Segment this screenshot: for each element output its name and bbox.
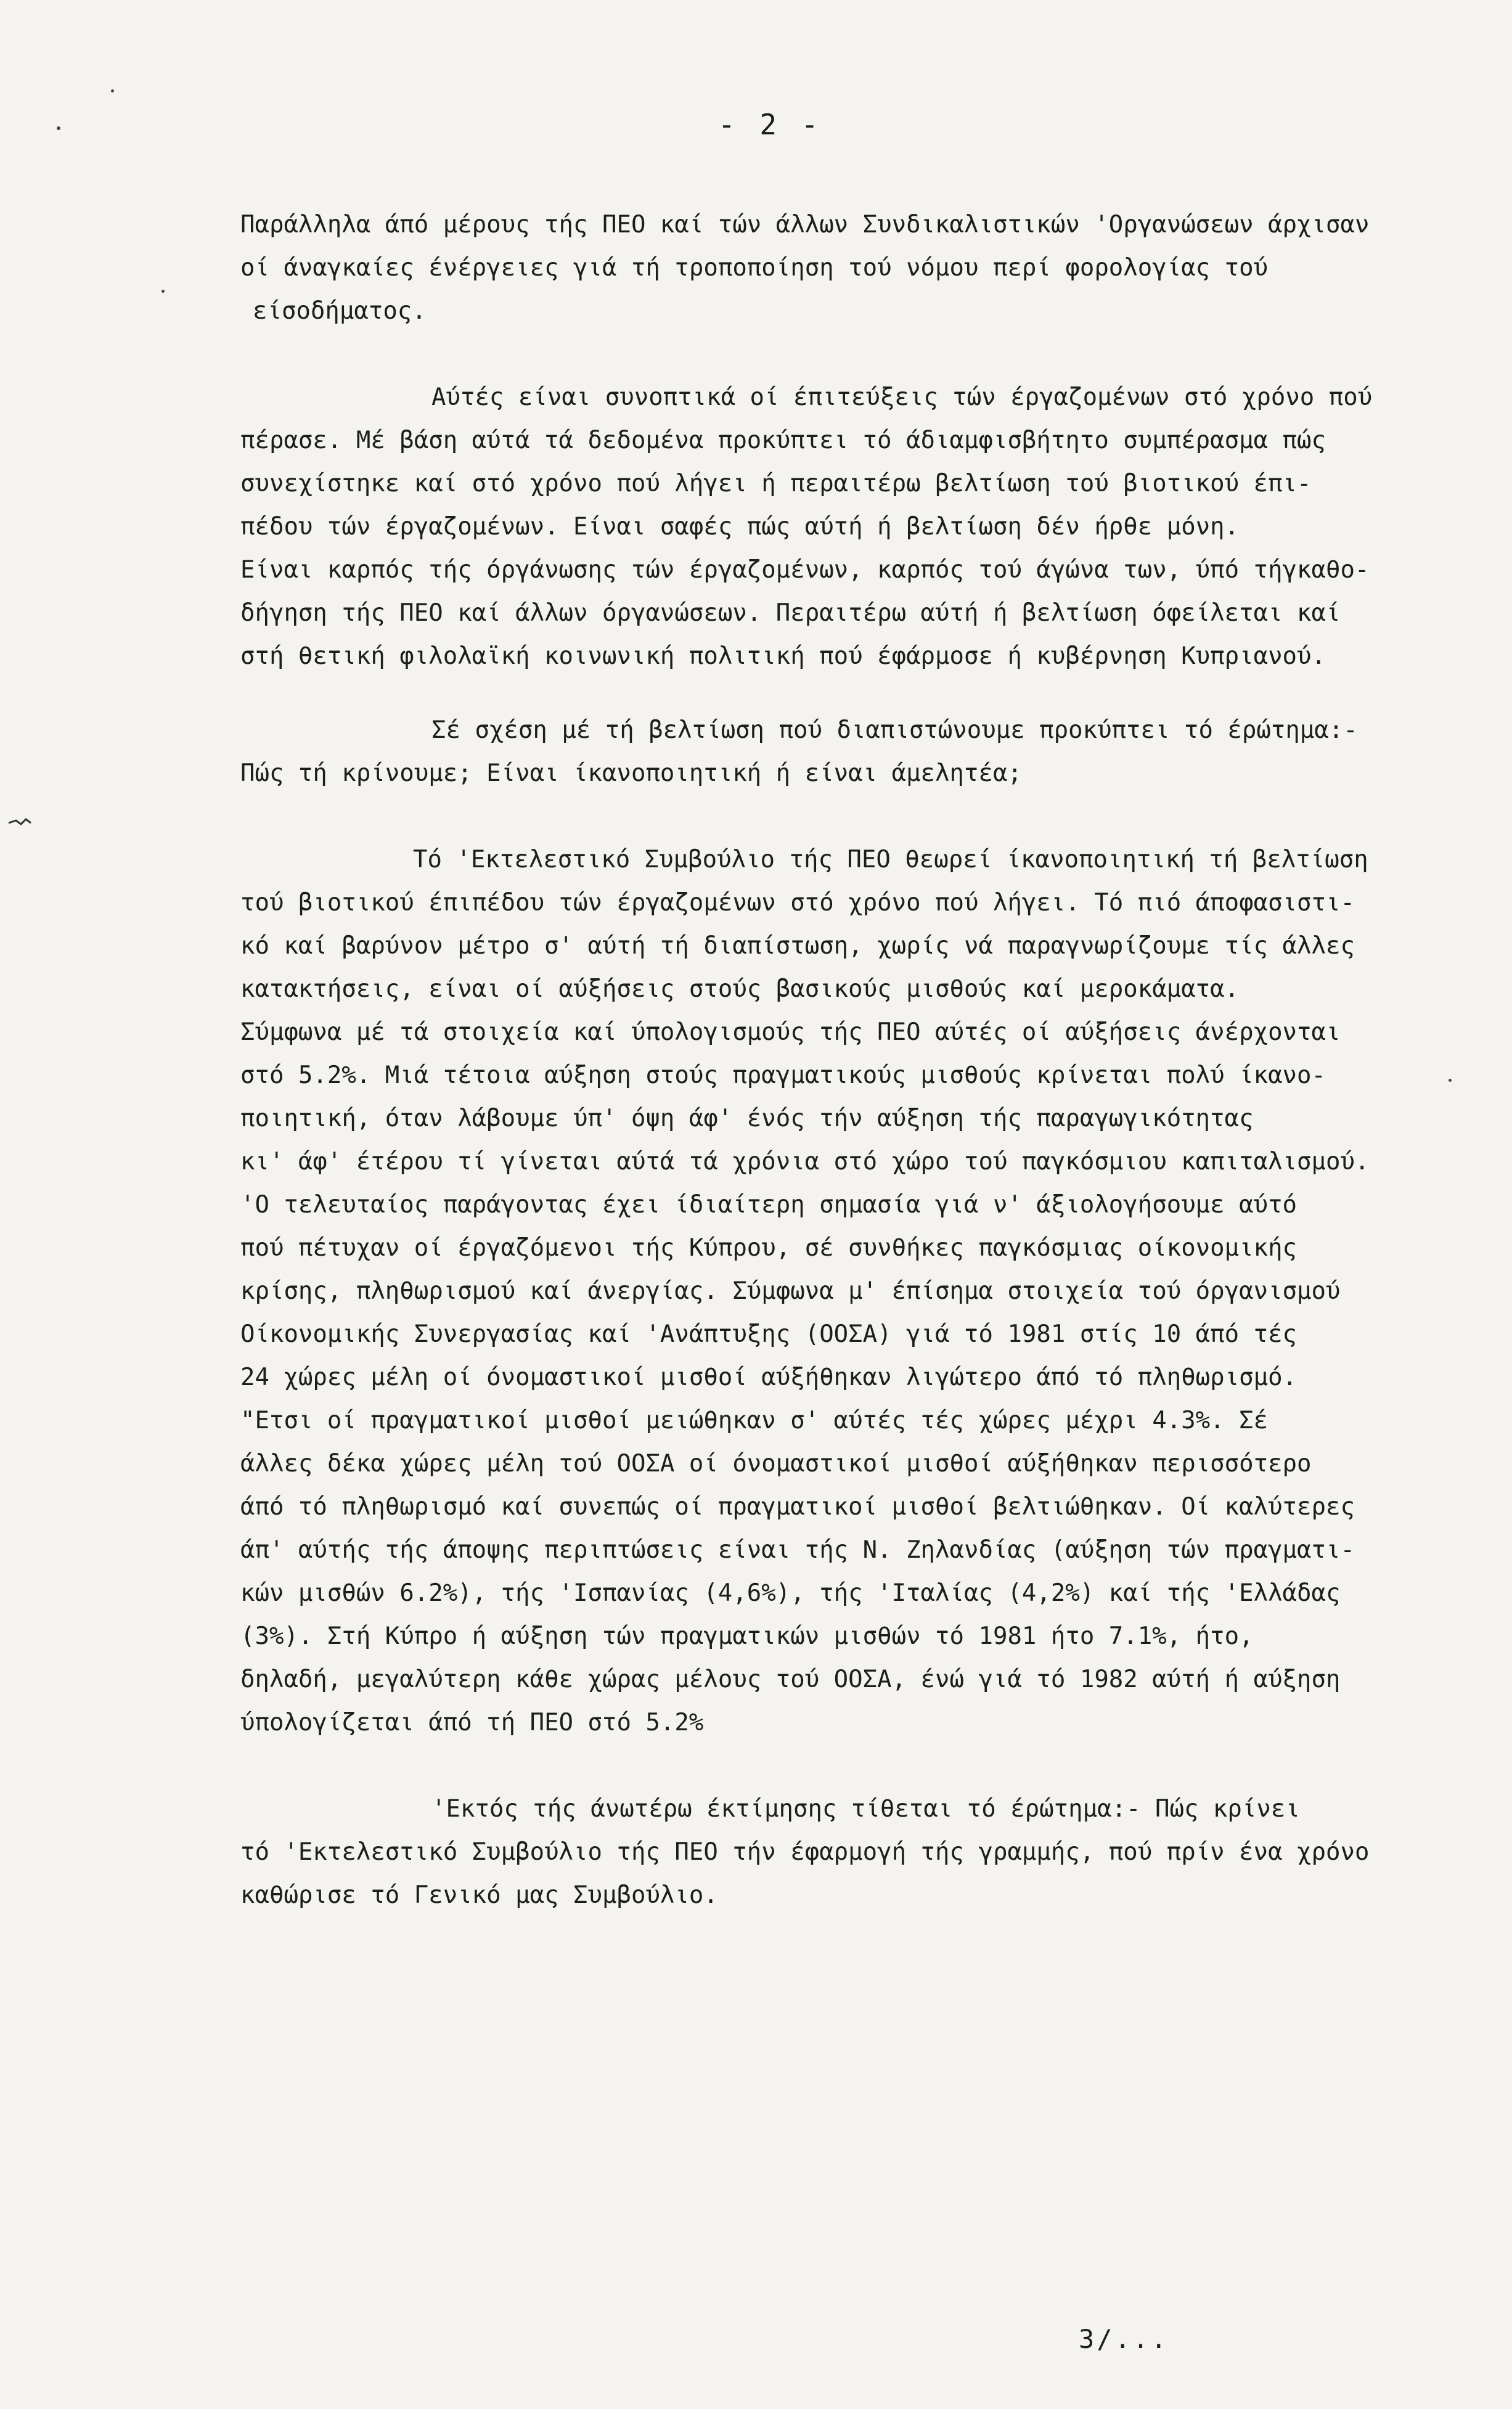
scan-speck: [161, 290, 165, 293]
text-line: δήγηση τής ΠΕΟ καί άλλων όργανώσεων. Περαιτέρω αύτή ή βελτίωση όφείλεται καί: [240, 599, 1341, 627]
text-line: είσοδήματος.: [253, 297, 427, 325]
text-line: Σύμφωνα μέ τά στοιχεία καί ύπολογισμούς τής ΠΕΟ αύτές οί αύξήσεις άνέρχονται: [240, 1018, 1341, 1046]
paragraph-gap: [240, 678, 1449, 709]
text-line: στή θετική φιλολαϊκή κοινωνική πολιτική πού έφάρμοσε ή κυβέρνηση Κυπριανού.: [240, 642, 1326, 670]
text-line: κατακτήσεις, είναι οί αύξήσεις στούς βασικούς μισθούς καί μεροκάματα.: [240, 975, 1240, 1003]
text-line: άπ' αύτής τής άποψης περιπτώσεις είναι τής Ν. Ζηλανδίας (αύξηση τών πραγματι-: [240, 1536, 1355, 1564]
text-line: κρίσης, πληθωρισμού καί άνεργίας. Σύμφωνα μ' έπίσημα στοιχεία τού όργανισμού: [240, 1277, 1341, 1305]
text-line: Οίκονομικής Συνεργασίας καί 'Ανάπτυξης (ΟΟΣΑ) γιά τό 1981 στίς 10 άπό τές: [240, 1320, 1297, 1348]
text-line: πέρασε. Μέ βάση αύτά τά δεδομένα προκύπτει τό άδιαμφισβήτητο συμπέρασμα πώς: [240, 427, 1326, 454]
text-line: κό καί βαρύνον μέτρο σ' αύτή τή διαπίστωση, χωρίς νά παραγνωρίζουμε τίς άλλες: [240, 932, 1355, 960]
paragraph-2: [240, 376, 1449, 678]
text-line: πού πέτυχαν οί έργαζόμενοι τής Κύπρου, σέ συνθήκες παγκόσμιας οίκονομικής: [240, 1234, 1297, 1262]
text-line: τό 'Εκτελεστικό Συμβούλιο τής ΠΕΟ τήν έφαρμογή τής γραμμής, πού πρίν ένα χρόνο: [240, 1838, 1370, 1866]
text-line: τού βιοτικού έπιπέδου τών έργαζομένων στό χρόνο πού λήγει. Τό πιό άποφασιστι-: [240, 889, 1355, 917]
text-line: Αύτές είναι συνοπτικά οί έπιτεύξεις τών έργαζομένων στό χρόνο πού: [431, 383, 1373, 411]
text-line: πέδου τών έργαζομένων. Είναι σαφές πώς αύτή ή βελτίωση δέν ήρθε μόνη.: [240, 513, 1240, 541]
text-line: "Ετσι οί πραγματικοί μισθοί μειώθηκαν σ' αύτές τές χώρες μέχρι 4.3%. Σέ: [240, 1407, 1269, 1434]
paragraph-gap: [240, 795, 1449, 838]
paragraph-gap: [240, 333, 1449, 376]
continuation-marker: 3/...: [1079, 2324, 1169, 2354]
text-line: 'Εκτός τής άνωτέρω έκτίμησης τίθεται τό έρώτημα:- Πώς κρίνει: [431, 1795, 1300, 1823]
text-line: Σέ σχέση μέ τή βελτίωση πού διαπιστώνουμε προκύπτει τό έρώτημα:-: [431, 716, 1358, 744]
paragraph-5: [240, 1788, 1449, 1917]
text-line: Πώς τή κρίνουμε; Είναι ίκανοποιητική ή είναι άμελητέα;: [240, 759, 1022, 787]
scan-speck: [111, 89, 114, 92]
paragraph-gap: [240, 1744, 1449, 1788]
paragraph-4: [240, 838, 1449, 1744]
scan-mark-icon: [7, 817, 32, 829]
text-line: οί άναγκαίες ένέργειες γιά τή τροποποίηση τού νόμου περί φορολογίας τού: [240, 254, 1269, 282]
text-line: (3%). Στή Κύπρο ή αύξηση τών πραγματικών μισθών τό 1981 ήτο 7.1%, ήτο,: [240, 1622, 1254, 1650]
text-line: άπό τό πληθωρισμό καί συνεπώς οί πραγματικοί μισθοί βελτιώθηκαν. Οί καλύτερες: [240, 1493, 1355, 1521]
page-number: - 2 -: [718, 108, 822, 141]
document-body: [240, 203, 1449, 1917]
paragraph-1: [240, 203, 1449, 333]
text-line: άλλες δέκα χώρες μέλη τού ΟΟΣΑ οί όνομαστικοί μισθοί αύξήθηκαν περισσότερο: [240, 1450, 1312, 1478]
text-line: συνεχίστηκε καί στό χρόνο πού λήγει ή περαιτέρω βελτίωση τού βιοτικού έπι-: [240, 470, 1312, 497]
scan-speck: [57, 126, 60, 130]
text-line: δηλαδή, μεγαλύτερη κάθε χώρας μέλους τού ΟΟΣΑ, ένώ γιά τό 1982 αύτή ή αύξηση: [240, 1666, 1341, 1693]
text-line: κι' άφ' έτέρου τί γίνεται αύτά τά χρόνια στό χώρο τού παγκόσμιου καπιταλισμού.: [240, 1148, 1370, 1176]
text-line: Τό 'Εκτελεστικό Συμβούλιο τής ΠΕΟ θεωρεί ίκανοποιητική τή βελτίωση: [413, 846, 1368, 873]
text-line: καθώρισε τό Γενικό μας Συμβούλιο.: [240, 1881, 718, 1909]
text-line: στό 5.2%. Μιά τέτοια αύξηση στούς πραγματικούς μισθούς κρίνεται πολύ ίκανο-: [240, 1061, 1326, 1089]
scan-speck: [1449, 1079, 1452, 1082]
text-line: 24 χώρες μέλη οί όνομαστικοί μισθοί αύξήθηκαν λιγώτερο άπό τό πληθωρισμό.: [240, 1364, 1297, 1391]
text-line: 'Ο τελευταίος παράγοντας έχει ίδιαίτερη σημασία γιά ν' άξιολογήσουμε αύτό: [240, 1191, 1297, 1219]
text-line: Παράλληλα άπό μέρους τής ΠΕΟ καί τών άλλων Συνδικαλιστικών 'Οργανώσεων άρχισαν: [240, 211, 1370, 239]
text-line: ύπολογίζεται άπό τή ΠΕΟ στό 5.2%: [240, 1709, 704, 1736]
paragraph-3: [240, 709, 1449, 795]
text-line: κών μισθών 6.2%), τής 'Ισπανίας (4,6%), τής 'Ιταλίας (4,2%) καί τής 'Ελλάδας: [240, 1579, 1341, 1607]
text-line: ποιητική, όταν λάβουμε ύπ' όψη άφ' ένός τήν αύξηση τής παραγωγικότητας: [240, 1105, 1254, 1132]
text-line: Είναι καρπός τής όργάνωσης τών έργαζομένων, καρπός τού άγώνα των, ύπό τήγκαθο-: [240, 556, 1370, 584]
